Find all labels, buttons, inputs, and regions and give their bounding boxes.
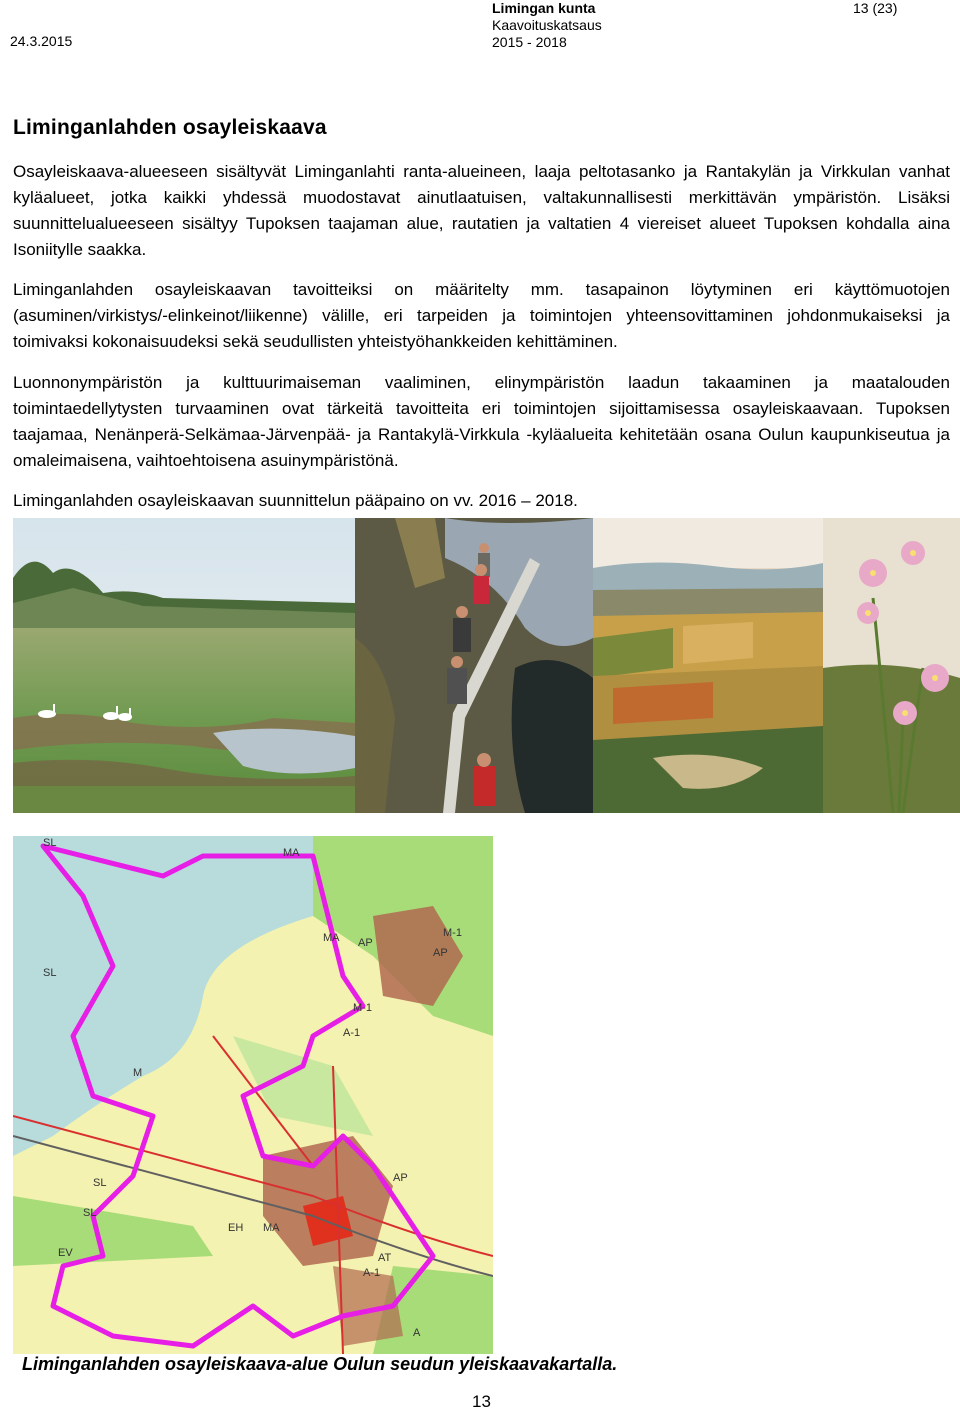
map-zone-label: SL (83, 1207, 97, 1219)
map-zone-label: M-1 (443, 927, 462, 939)
map-zone-label: AT (378, 1252, 392, 1264)
header-page-number: 13 (23) (853, 0, 898, 16)
map-zone-label: MA (283, 847, 300, 859)
paragraph-goals: Luonnonympäristön ja kulttuurimaiseman vaaliminen, elinympäristön laadun takaaminen ja maatalouden toimintaedellytysten turvaaminen ovat tärkeitä tavoitteita eri toimintojen sijoittamisessa osayleiskaavaan. Tupoksen taajamaa, Nenänperä-Selkämaa-Järvenpää- ja Rantakylä-Virkkula -kyläalueita kehitetään osana Oulun kaupunkiseutua ja omaleimaisena, vaihtoehtoisena asuinympäristönä. (13, 373, 950, 470)
section-title: Liminganlahden osayleiskaava (13, 116, 327, 139)
header-organization: Limingan kunta (492, 0, 596, 16)
map-zone-label: A-1 (363, 1267, 381, 1279)
photo-pink-flowers (823, 518, 960, 813)
photo-aerial-landscape (593, 518, 823, 813)
photo-boardwalk-hikers (355, 518, 593, 813)
map-zone-label: EV (58, 1247, 73, 1259)
paragraph-area-description: Osayleiskaava-alueeseen sisältyvät Liminganlahti ranta-alueineen, laaja peltotasanko ja Rantakylän ja Virkkulan vanhat kyläalueet, jotka kaikki yhdessä muodostavat ainutlaatuisen, valtakunnallisesti merkittävän ympäristön. Lisäksi suunnittelualueeseen sisältyy Tupoksen taajaman alue, rautatien ja valtatien 4 viereiset alueet Tupoksen kohdalla aina Isoniitylle saakka. (13, 162, 950, 259)
map-zone-label: EH (228, 1222, 244, 1234)
map-zone-label: MA (263, 1222, 280, 1234)
master-plan-map (13, 836, 493, 1354)
map-zone-label: M (133, 1067, 143, 1079)
photo-meadow-swans (13, 518, 355, 813)
map-zone-label: SL (93, 1177, 107, 1189)
header-document: Kaavoituskatsaus (492, 17, 602, 33)
map-zone-label: AP (358, 937, 373, 949)
header-period: 2015 - 2018 (492, 34, 567, 50)
paragraph-objectives: Liminganlahden osayleiskaavan tavoitteiksi on määritelty mm. tasapainon löytyminen eri käyttömuotojen (asuminen/virkistys/-elinkeinot/liikenne) välille, eri tarpeiden ja toimintojen yhteensovittaminen johdonmukaiseksi ja toimivaksi kokonaisuudeksi sekä seudullisten yhteistyöhankkeiden kehittäminen. (13, 280, 950, 351)
map-zone-label: AP (433, 947, 448, 959)
header-date: 24.3.2015 (10, 33, 73, 49)
map-zone-label: AP (393, 1172, 408, 1184)
map-zone-label: MA (323, 932, 340, 944)
footer-page-number: 13 (472, 1392, 491, 1411)
map-zone-label: A (413, 1327, 421, 1339)
map-zone-label: SL (43, 967, 57, 979)
paragraph-schedule: Liminganlahden osayleiskaavan suunnittelun pääpaino on vv. 2016 – 2018. (13, 491, 578, 510)
map-zone-label: A-1 (343, 1027, 361, 1039)
header-document-info (492, 0, 602, 51)
map-zone-label: M-1 (353, 1002, 372, 1014)
map-zone-label: SL (43, 837, 57, 849)
map-caption: Liminganlahden osayleiskaava-alue Oulun seudun yleiskaavakartalla. (22, 1354, 618, 1374)
